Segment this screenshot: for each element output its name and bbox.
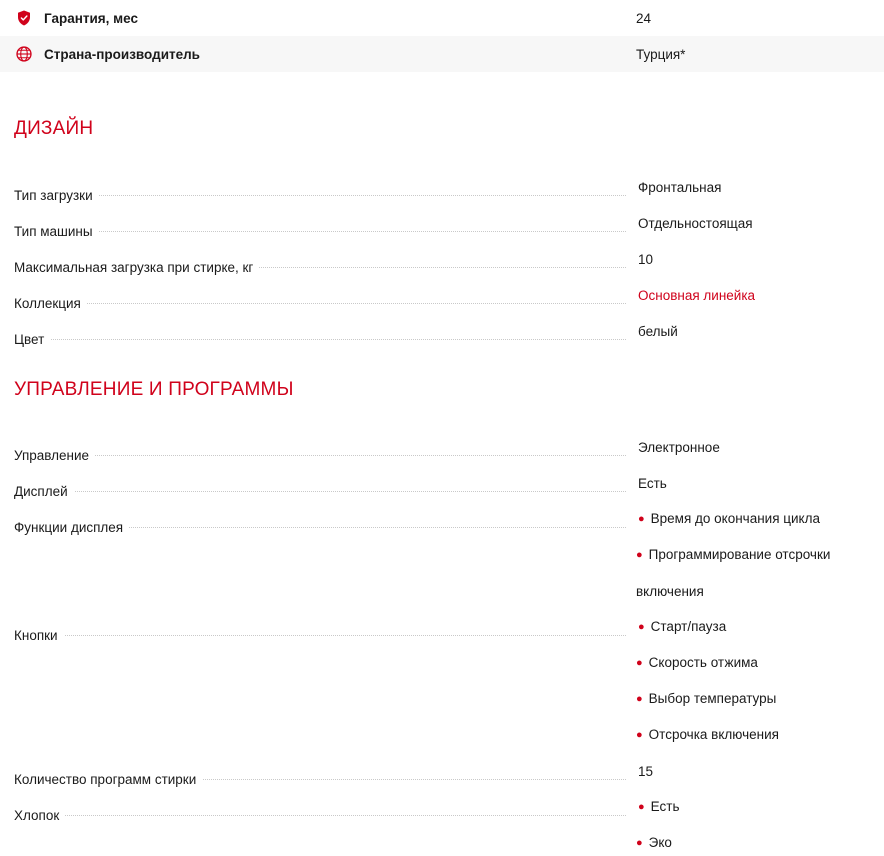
spacer	[0, 349, 884, 379]
spec-value	[636, 690, 776, 709]
highlight-row-label: Страна-производитель	[44, 46, 200, 62]
spec-name: Максимальная загрузка при стирке, кг	[14, 259, 259, 277]
spec-value	[636, 618, 726, 637]
spec-row-buttons	[0, 609, 884, 645]
section-design	[0, 118, 884, 349]
spec-value: Электронное	[638, 440, 720, 455]
spec-value	[636, 798, 679, 817]
spec-value: 15	[638, 764, 654, 779]
highlight-row-value: 24	[636, 10, 652, 26]
dot-leader	[14, 815, 626, 816]
spec-row-color	[0, 313, 884, 349]
section-title: ДИЗАЙН	[14, 118, 94, 139]
spec-value-text: Есть	[650, 799, 680, 814]
highlight-row-value: Турция*	[636, 46, 686, 62]
spec-row-programs-count	[0, 753, 884, 789]
spec-name: Дисплей	[14, 483, 74, 501]
spec-value: Есть	[638, 476, 667, 491]
bullet-icon: ●	[636, 693, 643, 705]
spec-value-text: Время до окончания цикла	[650, 511, 820, 526]
spec-value: белый	[638, 324, 678, 339]
bullet-icon: ●	[638, 621, 645, 633]
dot-leader	[14, 231, 626, 232]
section-controls-and-programs	[0, 379, 884, 856]
spec-row-display-functions	[0, 501, 884, 537]
spacer	[0, 72, 884, 118]
spec-value[interactable]: Основная линейка	[638, 288, 756, 303]
spec-row-display-functions-cont-1	[0, 537, 884, 573]
highlight-row-country	[0, 36, 884, 72]
spec-value	[636, 546, 830, 565]
bullet-icon: ●	[638, 801, 645, 813]
spec-value	[636, 654, 758, 673]
globe-icon	[14, 44, 34, 64]
bullet-icon: ●	[636, 549, 643, 561]
dot-leader	[14, 635, 626, 636]
highlight-row-warranty	[0, 0, 884, 36]
dot-leader	[14, 195, 626, 196]
spec-row-cotton-cont-1	[0, 825, 884, 856]
spec-value: включения	[636, 584, 704, 599]
spec-name: Хлопок	[14, 807, 65, 825]
spec-value	[636, 726, 779, 745]
spec-name: Цвет	[14, 331, 50, 349]
bullet-icon: ●	[636, 729, 643, 741]
spec-name: Тип загрузки	[14, 187, 99, 205]
spacer	[0, 401, 884, 429]
spec-value: 10	[638, 252, 654, 267]
bullet-icon: ●	[636, 837, 643, 849]
spec-value-text: Выбор температуры	[648, 691, 777, 706]
spec-name: Коллекция	[14, 295, 87, 313]
spec-name: Количество программ стирки	[14, 771, 202, 789]
dot-leader	[14, 491, 626, 492]
highlighted-specs-group	[0, 0, 884, 72]
spec-row-display-functions-cont-2	[0, 573, 884, 609]
spec-row-display	[0, 465, 884, 501]
spacer	[0, 140, 884, 169]
spec-row-control	[0, 429, 884, 465]
spec-value-text: Эко	[648, 835, 672, 850]
spec-value	[636, 834, 672, 853]
spec-row-machine-type	[0, 205, 884, 241]
spec-name: Управление	[14, 447, 95, 465]
spec-value: Отдельностоящая	[638, 216, 753, 231]
spec-value-text: Программирование отсрочки	[648, 547, 831, 562]
bullet-icon: ●	[638, 513, 645, 525]
spec-row-buttons-cont-2	[0, 681, 884, 717]
shield-check-icon	[14, 8, 34, 28]
spec-name: Кнопки	[14, 627, 64, 645]
spec-value-text: Отсрочка включения	[648, 727, 779, 742]
spec-row-load-type	[0, 169, 884, 205]
spec-value-text: Старт/пауза	[650, 619, 727, 634]
spec-name: Функции дисплея	[14, 519, 129, 537]
spec-row-buttons-cont-3	[0, 717, 884, 753]
spec-row-buttons-cont-1	[0, 645, 884, 681]
spec-row-max-load	[0, 241, 884, 277]
spec-value: Фронтальная	[638, 180, 722, 195]
section-title: УПРАВЛЕНИЕ И ПРОГРАММЫ	[14, 379, 294, 400]
dot-leader	[14, 455, 626, 456]
spec-value	[636, 510, 820, 529]
spec-row-cotton	[0, 789, 884, 825]
spec-name: Тип машины	[14, 223, 99, 241]
dot-leader	[14, 339, 626, 340]
bullet-icon: ●	[636, 657, 643, 669]
spec-value-text: Скорость отжима	[648, 655, 758, 670]
spec-row-collection	[0, 277, 884, 313]
highlight-row-label: Гарантия, мес	[44, 10, 139, 26]
dot-leader	[14, 303, 626, 304]
